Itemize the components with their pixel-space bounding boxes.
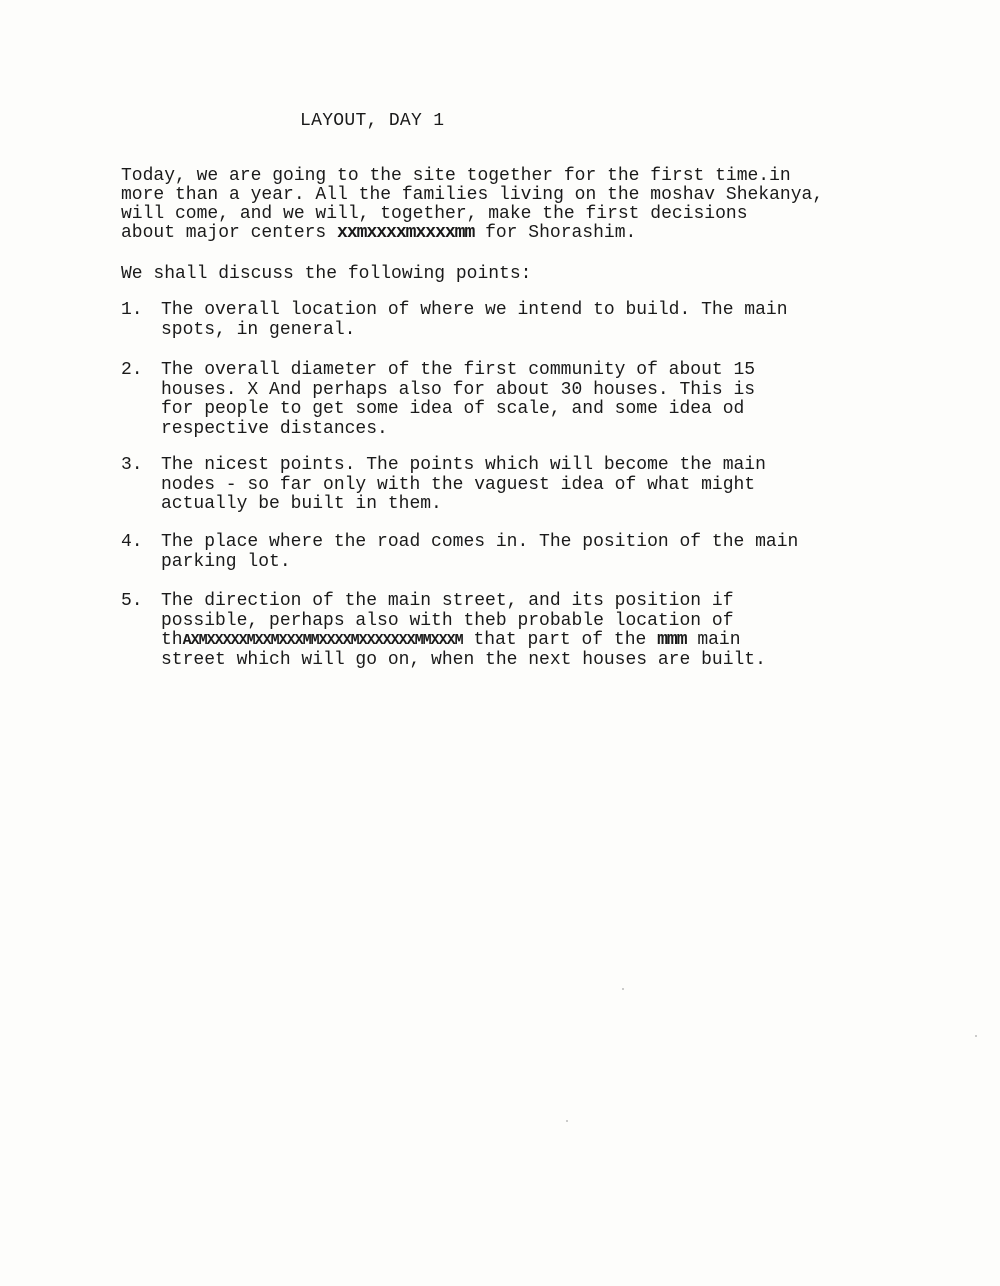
- item-line: street which will go on, when the next houses are built.: [161, 649, 766, 670]
- intro-line-text: about major centers: [121, 223, 338, 243]
- item-line: nodes - so far only with the vaguest idea of what might: [161, 474, 756, 495]
- item-line-with-strikeout: [161, 631, 921, 651]
- item-line: The nicest points. The points which will become the main: [161, 455, 766, 475]
- intro-line: will come, and we will, together, make the first decisions: [121, 204, 748, 224]
- line-prefix: th: [161, 630, 183, 650]
- paper-speck: [622, 988, 624, 990]
- item-line: spots, in general.: [161, 319, 356, 340]
- typed-strikeout: xxmxxxxmxxxxmm: [337, 223, 475, 243]
- line-mid: that part of the: [462, 630, 658, 650]
- item-number: 1.: [121, 300, 143, 320]
- item-body: [161, 361, 921, 439]
- item-number: 3.: [121, 455, 143, 475]
- item-number: 2.: [121, 360, 143, 380]
- item-body: [161, 456, 921, 515]
- item-line: respective distances.: [161, 418, 388, 439]
- intro-line: Today, we are going to the site together for the first time.in: [121, 166, 791, 186]
- intro-line: more than a year. All the families living on the moshav Shekanya,: [121, 185, 824, 205]
- item-number: 5.: [121, 591, 143, 611]
- item-body: [161, 301, 921, 340]
- item-number: 4.: [121, 532, 143, 552]
- line-tail: main: [686, 630, 741, 650]
- typed-strikeout: mmm: [657, 630, 687, 650]
- item-line: for people to get some idea of scale, and some idea od: [161, 399, 745, 419]
- document-title: LAYOUT, DAY 1: [300, 111, 445, 131]
- item-line: possible, perhaps also with theb probable location of: [161, 610, 734, 631]
- intro-tail: for Shorashim.: [474, 223, 637, 243]
- item-line: The place where the road comes in. The position of the main: [161, 532, 799, 552]
- item-line: houses. X And perhaps also for about 30 houses. This is: [161, 379, 756, 400]
- item-line: The overall location of where we intend to build. The main: [161, 300, 788, 320]
- lead-sentence: We shall discuss the following points:: [121, 264, 532, 284]
- intro-line-last: [121, 224, 911, 243]
- paper-speck: [566, 1120, 568, 1122]
- item-body: [161, 533, 921, 572]
- paper-speck: [975, 1035, 977, 1037]
- intro-paragraph: [121, 167, 911, 243]
- item-line: The overall diameter of the first community of about 15: [161, 360, 756, 380]
- item-line: The direction of the main street, and its position if: [161, 591, 734, 611]
- item-line: actually be built in them.: [161, 494, 442, 514]
- typed-strikeout: AXMXXXXXMXXMXXXMMXXXXMXXXXXXXMMXXXM: [182, 632, 463, 649]
- item-line: parking lot.: [161, 551, 291, 572]
- item-body: [161, 592, 921, 670]
